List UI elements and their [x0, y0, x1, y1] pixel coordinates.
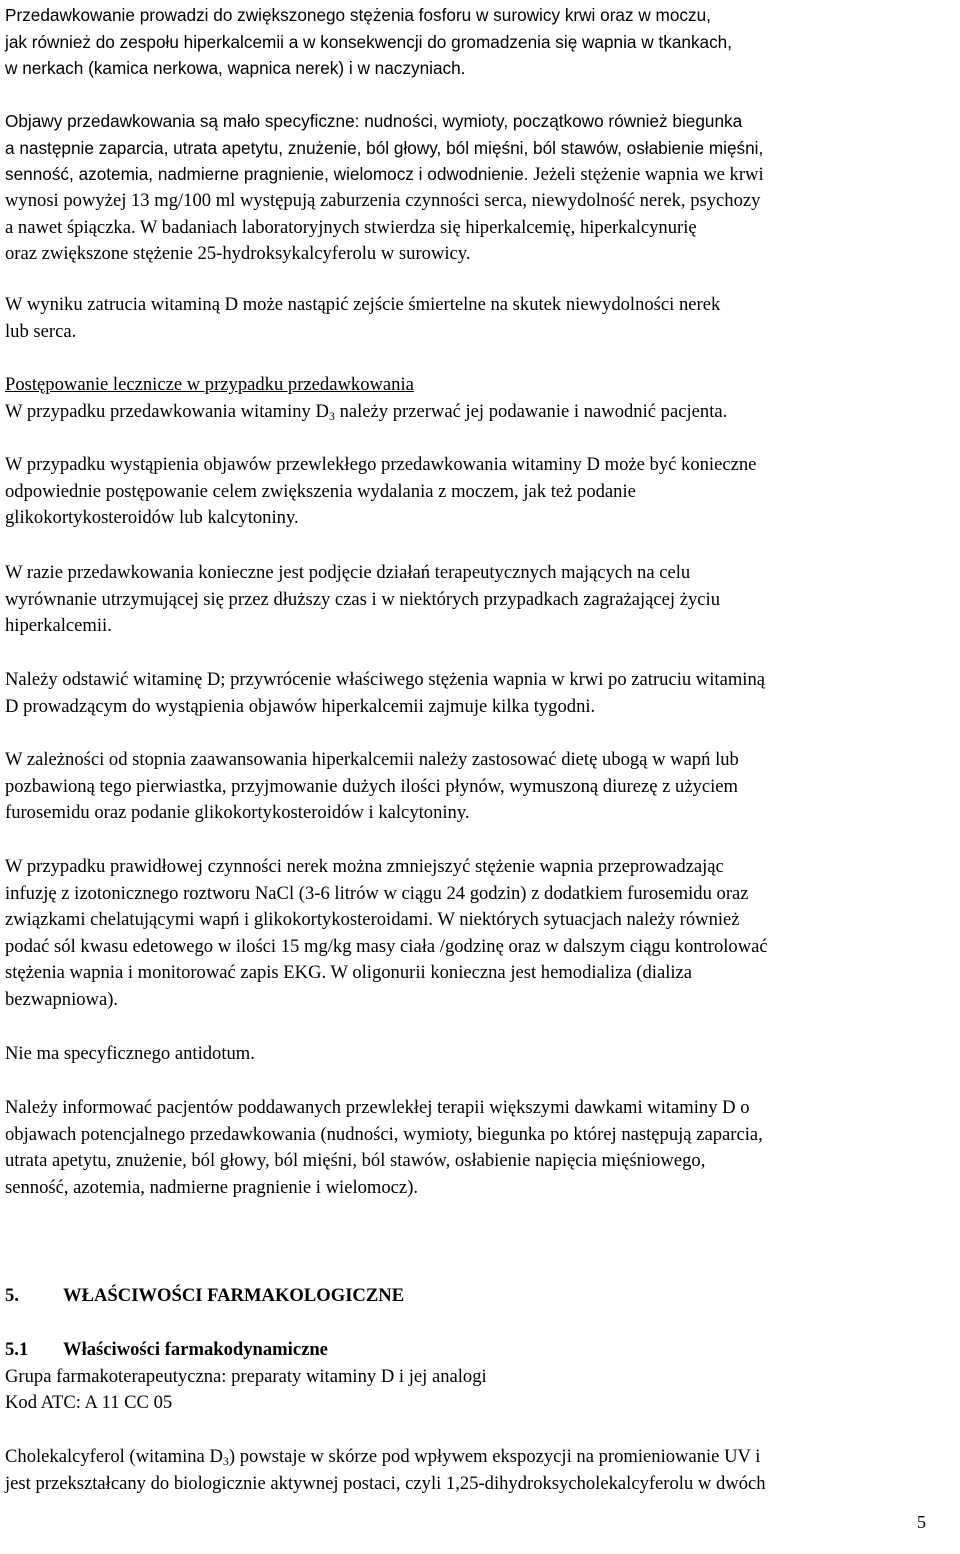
paragraph-cholecalciferol: Cholekalcyferol (witamina $D_3$) powstaje w skórze pod wpływem ekspozycji na promieniowanie UV i jest przekształcany do biologicznie aktywnej postaci, czyli 1,25-dihydroksycholekalcyferolu w dwóch	[5, 1446, 766, 1494]
paragraph-therapeutic-actions: W razie przedawkowania konieczne jest podjęcie działań terapeutycznych mających na celu wyrównanie utrzymującej się przez dłuższy czas i w niektórych przypadkach zagrażającej życiu hiperkalcemii.	[5, 562, 720, 637]
paragraph-overdose-symptoms: Objawy przedawkowania są mało specyficzne: nudności, wymioty, początkowo również biegunka a następnie zaparcia, utrata apetytu, znużenie, ból głowy, ból mięśni, ból stawów, osłabienie mięśni, senność, azotemia, nadmierne pragnienie, wielomocz i odwodnienie. Jeżeli stężenie wapnia we krwi	[5, 111, 764, 186]
paragraph-chronic-overdose: W przypadku wystąpienia objawów przewlekłego przedawkowania witaminy D może być konieczne odpowiednie postępowanie celem zwiększenia wydalania z moczem, jak też podanie glikokortykosteroidów lub kalcytoniny.	[5, 454, 757, 529]
paragraph-diet: W zależności od stopnia zaawansowania hiperkalcemii należy zastosować dietę ubogą w wapń lub pozbawioną tego pierwiastka, przyjmowanie dużych ilości płynów, wymuszoną diurezę z użyciem furosemidu oraz podanie glikokortykosteroidów i kalcytoniny.	[5, 749, 739, 824]
section-5-1-heading: 5.1 Właściwości farmakodynamiczne	[5, 1339, 328, 1360]
treatment-heading: Postępowanie lecznicze w przypadku przedawkowania	[5, 374, 414, 395]
section-5-heading: 5. WŁAŚCIWOŚCI FARMAKOLOGICZNE	[5, 1285, 405, 1306]
paragraph-treatment: Postępowanie lecznicze w przypadku przedawkowania W przypadku przedawkowania witaminy $D_3$ należy przerwać jej podawanie i nawodnić pacjenta.	[5, 372, 955, 425]
paragraph-inform-patients: Należy informować pacjentów poddawanych przewlekłej terapii większymi dawkami witaminy D o objawach potencjalnego przedawkowania (nudności, wymioty, biegunka po której następują zaparcia, utrata apetytu, znużenie, ból głowy, ból mięśni, ból stawów, osłabienie napięcia mięśniowego, senność, azotemia, nadmierne pragnienie i wielomocz).	[5, 1097, 763, 1198]
page-number: 5	[917, 1512, 926, 1532]
paragraph-renal-function: W przypadku prawidłowej czynności nerek można zmniejszyć stężenie wapnia przeprowadzając infuzję z izotonicznego roztworu NaCl (3-6 litrów w ciągu 24 godzin) z dodatkiem furosemidu oraz związkami chelatującymi wapń i glikokortykosteroidami. W niektórych sytuacjach należy również podać sól kwasu edetowego w ilości 15 mg/kg masy ciała /godzinę oraz w dalszym ciągu kontrolować stężenia wapnia i monitorować zapis EKG. W oligonurii konieczna jest hemodializa (dializa bezwapniowa).	[5, 856, 768, 1010]
section-5-1: 5.1 Właściwości farmakodynamiczne Grupa farmakoterapeutyczna: preparaty witaminy D i jej analogi Kod ATC: A 11 CC 05	[5, 1337, 955, 1417]
paragraph-fatal-outcome: W wyniku zatrucia witaminą D może nastąpić zejście śmiertelne na skutek niewydolności nerek lub serca.	[5, 294, 721, 342]
paragraph-no-antidote: Nie ma specyficznego antidotum.	[5, 1043, 255, 1064]
paragraph-discontinue: Należy odstawić witaminę D; przywrócenie właściwego stężenia wapnia w krwi po zatruciu witaminą D prowadzącym do wystąpienia objawów hiperkalcemii zajmuje kilka tygodni.	[5, 669, 766, 717]
paragraph-overdose-effects: Przedawkowanie prowadzi do zwiększonego stężenia fosforu w surowicy krwi oraz w moczu, jak również do zespołu hiperkalcemii a w konsekwencji do gromadzenia się wapnia w tkankach, w nerkach (kamica nerkowa, wapnica nerek) i w naczyniach.	[5, 5, 733, 79]
paragraph-overdose-symptoms-cont: wynosi powyżej 13 mg/100 ml występują zaburzenia czynności serca, niewydolność nerek, psychozy a nawet śpiączka. W badaniach laboratoryjnych stwierdza się hiperkalcemię, hiperkalcynurię oraz zwiększone stężenie 25-hydroksykalcyferolu w surowicy.	[5, 190, 761, 265]
